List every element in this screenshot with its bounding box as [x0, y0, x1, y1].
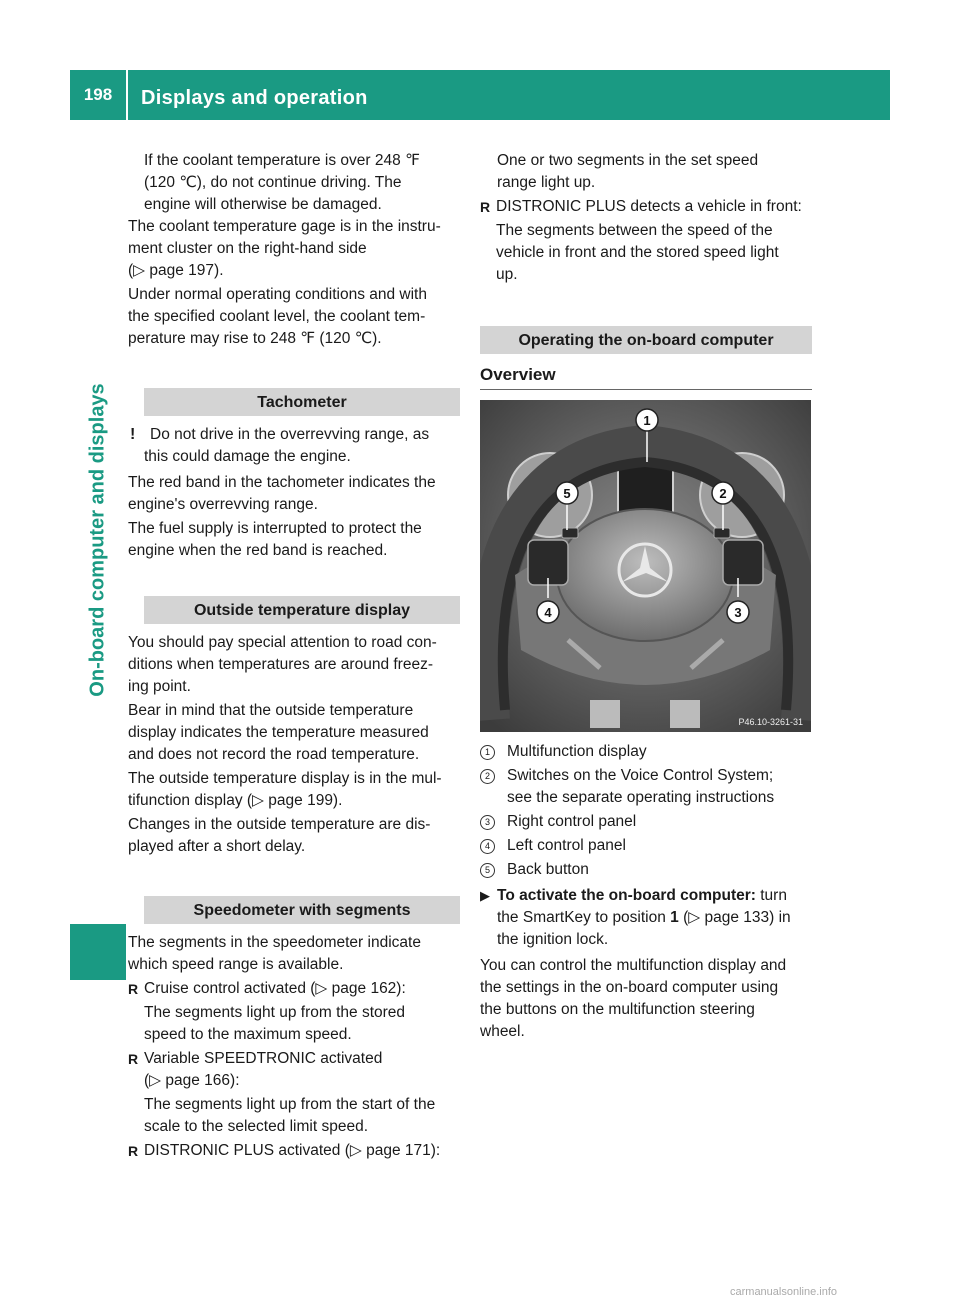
coolant-gage-paragraph — [128, 216, 460, 282]
page-reference[interactable]: (▷ page 166): — [144, 1072, 240, 1089]
callout-3 — [727, 601, 749, 623]
legend-text: Right control panel — [507, 813, 637, 830]
page-reference[interactable]: tifunction display (▷ page 199). — [128, 792, 343, 809]
text-line: and does not record the road temperature. — [128, 746, 420, 763]
text-line: wheel. — [480, 1023, 525, 1040]
text-fragment: turn — [755, 887, 787, 904]
legend-item — [480, 859, 812, 881]
text-line: range light up. — [497, 174, 596, 191]
text-line: ditions when temperatures are around freez- — [128, 656, 433, 673]
text-line: played after a short delay. — [128, 838, 306, 855]
page-reference[interactable]: (▷ page 133) in — [678, 909, 791, 926]
figure-reference-code: P46.10-3261-31 — [738, 717, 803, 727]
callout-1 — [636, 409, 658, 431]
bullet-text: R Cruise control activated (▷ page 162): — [144, 980, 406, 997]
list-item — [480, 196, 812, 286]
outside-paragraph-3 — [128, 768, 460, 812]
continued-paragraph — [480, 150, 812, 194]
callout-number: 4 — [544, 605, 552, 620]
text-line: If the coolant temperature is over 248 ℉ — [144, 152, 420, 169]
text-line: the buttons on the multifunction steering — [480, 1001, 755, 1018]
warning-icon: ! — [130, 426, 136, 443]
footer-watermark: carmanualsonline.info — [730, 1286, 838, 1298]
header-divider — [126, 70, 128, 120]
text-line: The fuel supply is interrupted to protect the — [128, 520, 422, 537]
text-line: speed to the maximum speed. — [144, 1026, 352, 1043]
text-line: display indicates the temperature measured — [128, 724, 429, 741]
page-title: Displays and operation — [141, 87, 368, 109]
text-line: Under normal operating conditions and with — [128, 286, 427, 303]
text-line: The segments between the speed of the — [496, 222, 773, 239]
tachometer-redband-paragraph — [128, 472, 460, 516]
side-tab-label: On-board computer and displays — [86, 383, 109, 697]
legend-number: 5 — [480, 863, 495, 878]
right-column — [480, 150, 812, 1045]
callout-number: 2 — [719, 486, 727, 501]
text-line: The coolant temperature gage is in the instru- — [128, 218, 441, 235]
legend-item — [480, 811, 812, 833]
legend-text: Back button — [507, 861, 589, 878]
coolant-warning — [128, 150, 460, 216]
text-line: scale to the selected limit speed. — [144, 1118, 369, 1135]
legend-item — [480, 835, 812, 857]
legend-text: Left control panel — [507, 837, 626, 854]
callout-5 — [556, 482, 578, 504]
callout-number: 1 — [643, 413, 651, 428]
text-fragment: the ignition lock. — [497, 931, 609, 948]
text-line: which speed range is available. — [128, 956, 344, 973]
outside-paragraph-2 — [128, 700, 460, 766]
text-line: The segments light up from the start of the — [144, 1096, 436, 1113]
legend-number: 4 — [480, 839, 495, 854]
overview-heading: Overview — [480, 364, 812, 390]
section-heading-on-board-computer: Operating the on-board computer — [480, 326, 812, 354]
steering-wheel-figure — [480, 400, 811, 732]
text-line: Do not drive in the overrevving range, as — [150, 426, 430, 443]
text-line: Changes in the outside temperature are dis- — [128, 816, 431, 833]
tachometer-warning — [128, 424, 460, 468]
legend-item — [480, 765, 812, 809]
outside-paragraph-4 — [128, 814, 460, 858]
steering-hub — [557, 509, 733, 641]
page-number: 198 — [83, 85, 113, 104]
legend-number: 1 — [480, 745, 495, 760]
text-line: You can control the multifunction display and — [480, 957, 787, 974]
callout-number: 3 — [734, 605, 742, 620]
legend-text: Multifunction display — [507, 743, 647, 760]
text-line: the specified coolant level, the coolant tem- — [128, 308, 426, 325]
text-line: You should pay special attention to road con- — [128, 634, 437, 651]
legend-text: see the separate operating instructions — [507, 789, 775, 806]
section-heading-speedometer: Speedometer with segments — [144, 896, 460, 924]
list-item — [128, 1048, 460, 1138]
steering-wheel-illustration — [480, 400, 811, 732]
side-tab-marker — [70, 924, 126, 980]
bullet-text: R DISTRONIC PLUS detects a vehicle in front: — [496, 198, 802, 215]
position-number: 1 — [670, 909, 679, 926]
text-line: ment cluster on the right-hand side — [128, 240, 367, 257]
legend-number: 3 — [480, 815, 495, 830]
coolant-normal-paragraph — [128, 284, 460, 350]
text-line: The segments light up from the stored — [144, 1004, 406, 1021]
instruction-step — [480, 885, 812, 951]
legend-text: Switches on the Voice Control System; — [507, 767, 774, 784]
tachometer-fuel-paragraph — [128, 518, 460, 562]
text-line: (120 ℃), do not continue driving. The — [144, 174, 402, 191]
arrow-icon: ▶ — [480, 888, 490, 903]
outside-paragraph-1 — [128, 632, 460, 698]
left-column — [128, 150, 460, 1162]
text-line: up. — [496, 266, 518, 283]
section-heading-outside-temperature: Outside temperature display — [144, 596, 460, 624]
text-fragment: the SmartKey to position — [497, 909, 671, 926]
legend-number: 2 — [480, 769, 495, 784]
list-item — [128, 978, 460, 1046]
text-line: ing point. — [128, 678, 191, 695]
callout-2 — [712, 482, 734, 504]
text-line: One or two segments in the set speed — [497, 152, 759, 169]
text-line: Bear in mind that the outside temperature — [128, 702, 414, 719]
page-reference[interactable]: (▷ page 197). — [128, 262, 224, 279]
text-line: perature may rise to 248 ℉ (120 ℃). — [128, 330, 382, 347]
text-line: this could damage the engine. — [144, 448, 351, 465]
callout-4 — [537, 601, 559, 623]
control-paragraph — [480, 955, 812, 1043]
list-item — [128, 1140, 460, 1162]
text-line: engine will otherwise be damaged. — [144, 196, 382, 213]
bullet-text: R DISTRONIC PLUS activated (▷ page 171): — [144, 1142, 441, 1159]
text-line: engine's overrevving range. — [128, 496, 318, 513]
text-line: engine when the red band is reached. — [128, 542, 388, 559]
section-heading-tachometer: Tachometer — [144, 388, 460, 416]
legend-item — [480, 741, 812, 763]
speedo-intro — [128, 932, 460, 976]
callout-number: 5 — [563, 486, 571, 501]
text-line: The segments in the speedometer indicate — [128, 934, 421, 951]
instruction-label: To activate the on-board computer: — [497, 887, 756, 904]
right-control-panel — [723, 540, 763, 585]
bullet-text: R Variable SPEEDTRONIC activated — [144, 1050, 383, 1067]
text-line: vehicle in front and the stored speed light — [496, 244, 779, 261]
text-line: The outside temperature display is in the mul- — [128, 770, 442, 787]
text-line: the settings in the on-board computer using — [480, 979, 779, 996]
text-line: The red band in the tachometer indicates the — [128, 474, 436, 491]
